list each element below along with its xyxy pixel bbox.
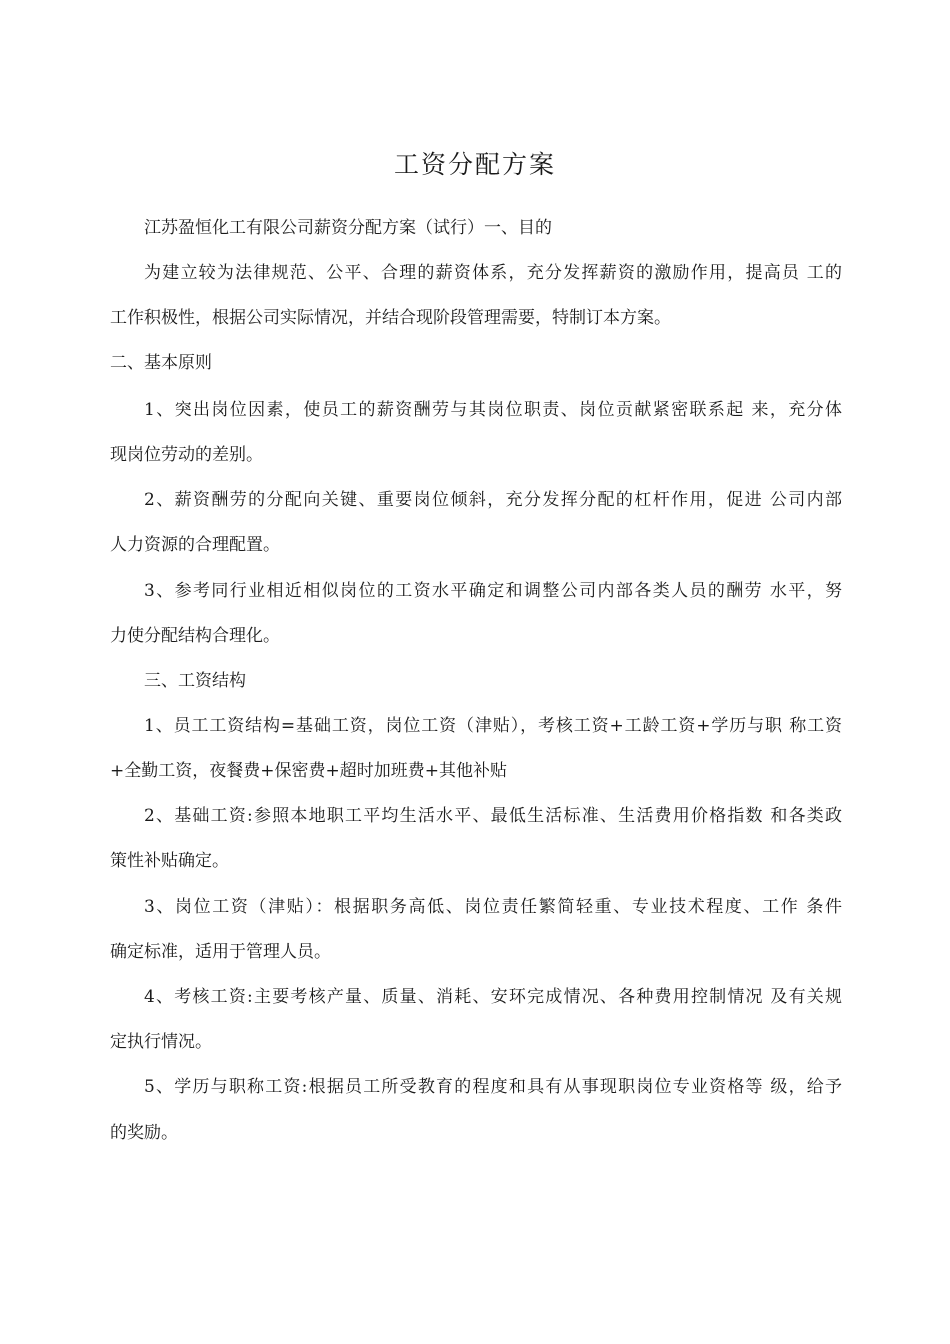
paragraph-line: 5、学历与职称工资:根据员工所受教育的程度和具有从事现职岗位专业资格等 级，给予 bbox=[144, 1077, 842, 1097]
paragraph-line: 3、岗位工资（津贴）：根据职务高低、岗位责任繁简轻重、专业技术程度、工作 条件 bbox=[144, 897, 842, 917]
document-title: 工资分配方案 bbox=[393, 150, 556, 179]
paragraph-line: 1、员工工资结构=基础工资，岗位工资（津贴），考核工资+工龄工资+学历与职 称工资 bbox=[144, 716, 842, 736]
company-heading-line: 江苏盈恒化工有限公司薪资分配方案（试行）一、目的 bbox=[144, 218, 552, 238]
paragraph-line: 现岗位劳动的差别。 bbox=[110, 445, 263, 465]
paragraph-line: 定执行情况。 bbox=[110, 1032, 212, 1052]
paragraph-line: 3、参考同行业相近相似岗位的工资水平确定和调整公司内部各类人员的酬劳 水平，努 bbox=[144, 581, 842, 601]
paragraph-line: 力使分配结构合理化。 bbox=[110, 626, 280, 646]
paragraph-line: 4、考核工资:主要考核产量、质量、消耗、安环完成情况、各种费用控制情况 及有关规 bbox=[144, 987, 842, 1007]
paragraph-line: 2、基础工资:参照本地职工平均生活水平、最低生活标准、生活费用价格指数 和各类政 bbox=[144, 806, 842, 826]
paragraph-line: 确定标准，适用于管理人员。 bbox=[110, 942, 331, 962]
section-heading: 二、基本原则 bbox=[110, 353, 212, 373]
paragraph-line: 1、突出岗位因素，使员工的薪资酬劳与其岗位职责、岗位贡献紧密联系起 来，充分体 bbox=[144, 400, 842, 420]
section-heading: 三、工资结构 bbox=[144, 671, 246, 691]
paragraph-line: 策性补贴确定。 bbox=[110, 851, 229, 871]
paragraph-line: 人力资源的合理配置。 bbox=[110, 535, 280, 555]
paragraph-line: 为建立较为法律规范、公平、合理的薪资体系，充分发挥薪资的激励作用，提高员 工的 bbox=[144, 263, 842, 283]
paragraph-line: 2、薪资酬劳的分配向关键、重要岗位倾斜，充分发挥分配的杠杆作用，促进 公司内部 bbox=[144, 490, 842, 510]
paragraph-line: 的奖励。 bbox=[110, 1123, 178, 1143]
paragraph-line: +全勤工资，夜餐费+保密费+超时加班费+其他补贴 bbox=[110, 761, 507, 781]
paragraph-line: 工作积极性，根据公司实际情况，并结合现阶段管理需要，特制订本方案。 bbox=[110, 308, 671, 328]
